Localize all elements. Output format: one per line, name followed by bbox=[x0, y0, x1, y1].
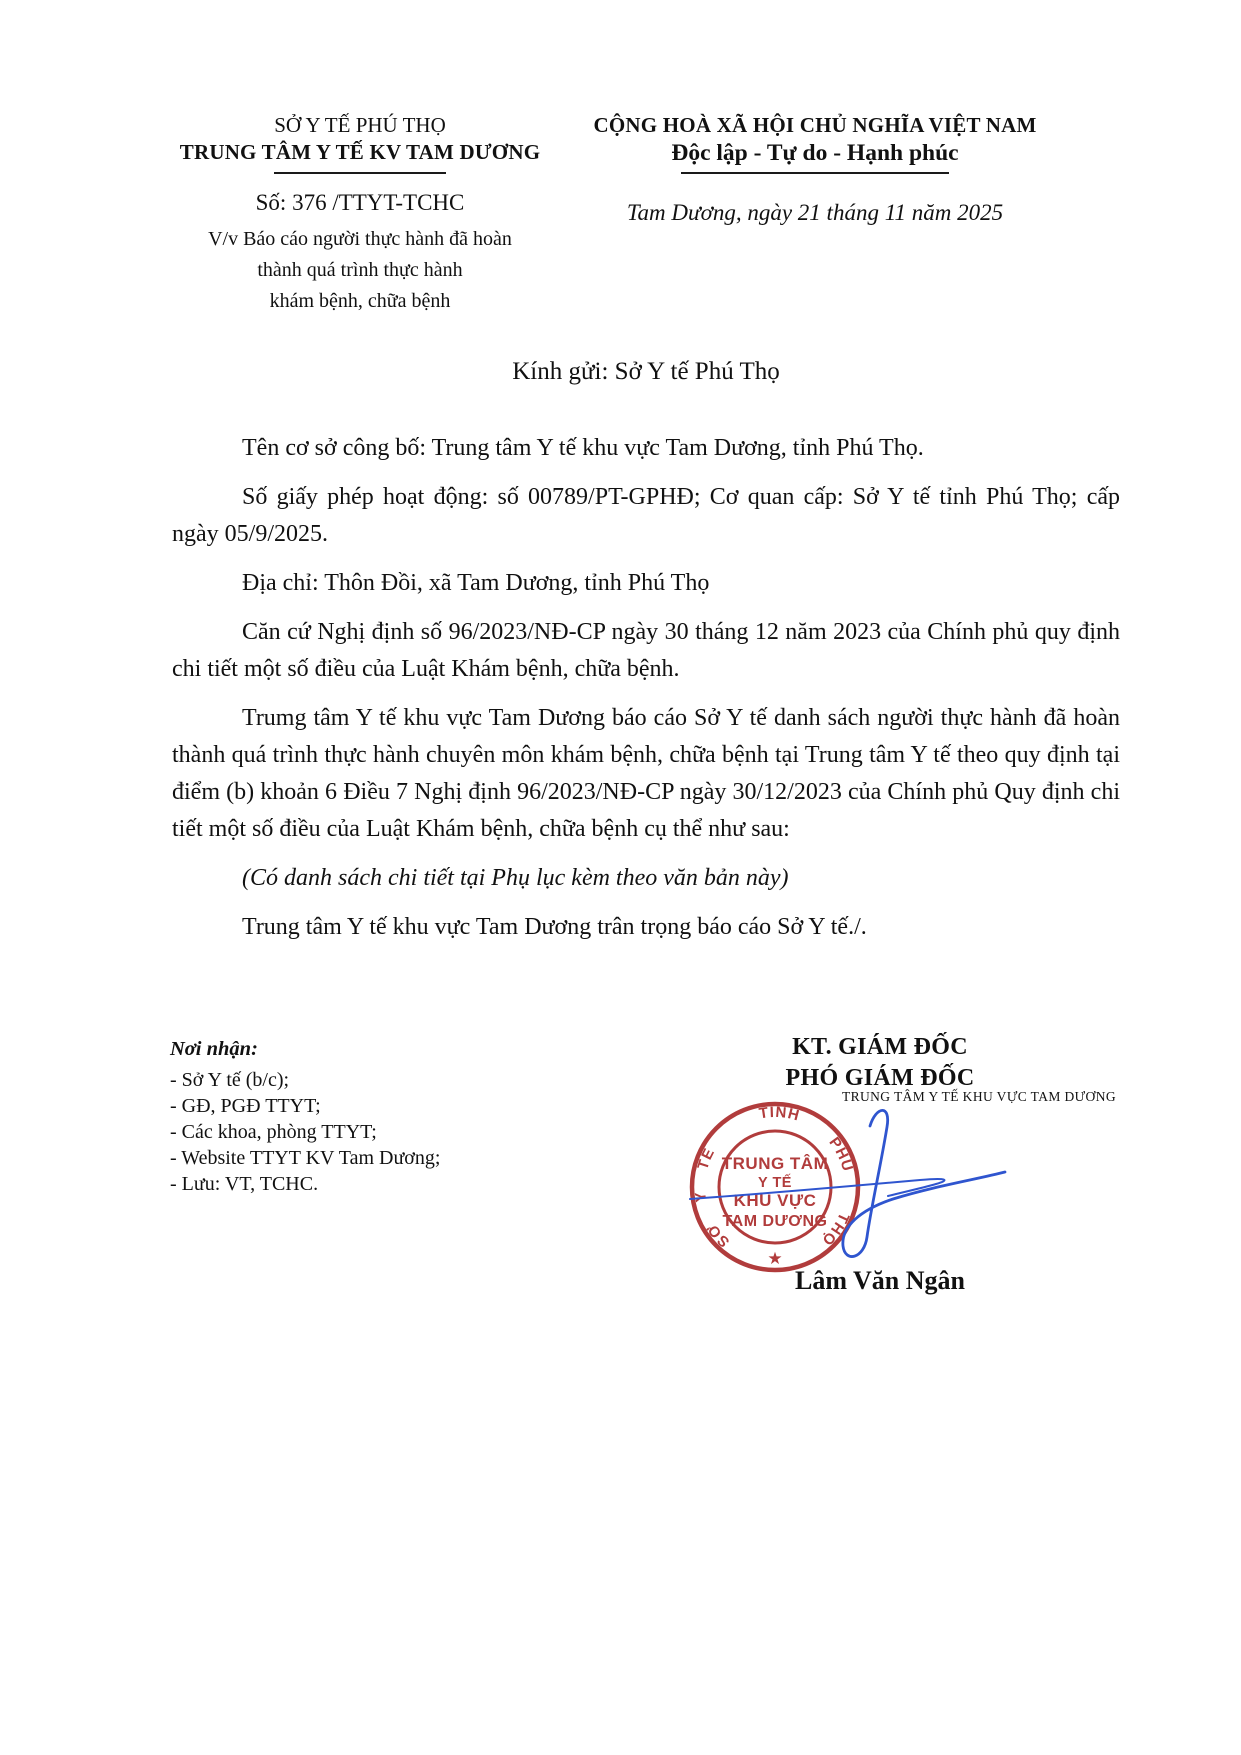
place-and-date: Tam Dương, ngày 21 tháng 11 năm 2025 bbox=[626, 200, 1004, 225]
paragraph-annex-note: (Có danh sách chi tiết tại Phụ lục kèm theo văn bản này) bbox=[242, 865, 789, 891]
org-name-underline bbox=[274, 172, 446, 174]
paragraph: Trumg tâm Y tế khu vực Tam Dương báo cáo Sở Y tế danh sách người thực hành đã hoàn thành quá trình thực hành chuyên môn khám bệnh, chữa bệnh tại Trung tâm Y tế theo quy định tại điểm (b) khoản 6 Điều 7 Nghị định 96/2023/NĐ-CP ngày 30/12/2023 của Chính phủ Quy định chi tiết một số điều của Luật Khám bệnh, chữa bệnh cụ thể như sau: bbox=[172, 705, 1120, 842]
subject-line: V/v Báo cáo người thực hành đã hoàn bbox=[208, 228, 512, 250]
salutation: Kính gửi: Sở Y tế Phú Thọ bbox=[512, 358, 780, 385]
handwritten-signature-icon bbox=[645, 1095, 1030, 1285]
recipient-item: - Sở Y tế (b/c); bbox=[170, 1069, 290, 1091]
recipients-heading: Nơi nhận: bbox=[170, 1038, 258, 1060]
signature-stroke bbox=[843, 1110, 1005, 1256]
document-body bbox=[172, 430, 1120, 958]
paragraph: Căn cứ Nghị định số 96/2023/NĐ-CP ngày 30 tháng 12 năm 2023 của Chính phủ quy định chi tiết một số điều của Luật Khám bệnh, chữa bệnh. bbox=[172, 619, 1120, 682]
stamp-ring-word: TẾ bbox=[694, 1145, 719, 1172]
paragraph: Tên cơ sở công bố: Trung tâm Y tế khu vực Tam Dương, tỉnh Phú Thọ. bbox=[242, 435, 924, 461]
national-motto: Độc lập - Tự do - Hạnh phúc bbox=[671, 140, 959, 166]
stamp-center-line: TAM DƯƠNG bbox=[722, 1213, 828, 1230]
org-name: TRUNG TÂM Y TẾ KV TAM DƯƠNG bbox=[179, 140, 541, 164]
stamp-ring-word: PHÚ bbox=[825, 1134, 857, 1174]
signature-block bbox=[640, 1032, 1120, 1094]
paragraph-closing: Trung tâm Y tế khu vực Tam Dương trân trọng báo cáo Sở Y tế./. bbox=[242, 914, 867, 940]
stamp-ring-word: TỈNH bbox=[757, 1103, 802, 1125]
header-left-column bbox=[143, 112, 577, 317]
signature-svg bbox=[645, 1095, 1030, 1285]
stamp-ring-word: SỞ bbox=[703, 1219, 734, 1251]
recipient-item: - Lưu: VT, TCHC. bbox=[170, 1173, 319, 1195]
signer-name: Lâm Văn Ngân bbox=[794, 1266, 965, 1295]
digital-signature-org-line: TRUNG TÂM Y TẾ KHU VỰC TAM DƯƠNG bbox=[841, 1089, 1116, 1104]
stamp-center-line: Y TẾ bbox=[758, 1175, 792, 1191]
recipient-item: - Các khoa, phòng TTYT; bbox=[170, 1121, 377, 1143]
stamp-star-icon: ★ bbox=[767, 1249, 783, 1268]
paragraph: Số giấy phép hoạt động: số 00789/PT-GPHĐ; Cơ quan cấp: Sở Y tế tỉnh Phú Thọ; cấp ngày 05/9/2025. bbox=[172, 484, 1120, 547]
motto-underline bbox=[681, 172, 949, 174]
stamp-ring-word: THỌ bbox=[818, 1210, 853, 1250]
recipient-item: - GĐ, PGĐ TTYT; bbox=[170, 1095, 321, 1117]
signer-title-acting: KT. GIÁM ĐỐC bbox=[792, 1034, 968, 1060]
signer-title-deputy: PHÓ GIÁM ĐỐC bbox=[785, 1065, 975, 1091]
header-right-column bbox=[585, 112, 1045, 226]
subject-line: khám bệnh, chữa bệnh bbox=[269, 290, 451, 312]
recipient-item: - Website TTYT KV Tam Dương; bbox=[170, 1147, 441, 1169]
document-number: Số: 376 /TTYT-TCHC bbox=[255, 190, 465, 215]
paragraph: Địa chỉ: Thôn Đồi, xã Tam Dương, tỉnh Phú Thọ bbox=[242, 570, 710, 596]
parent-org-name: SỞ Y TẾ PHÚ THỌ bbox=[274, 113, 446, 137]
national-title: CỘNG HOÀ XÃ HỘI CHỦ NGHĨA VIỆT NAM bbox=[593, 113, 1037, 137]
stamp-center-line: KHU VỰC bbox=[733, 1191, 817, 1210]
document-subject bbox=[143, 224, 577, 317]
recipients-block bbox=[170, 1036, 530, 1197]
subject-line: thành quá trình thực hành bbox=[257, 259, 463, 281]
stamp-center-line: TRUNG TÂM bbox=[721, 1154, 829, 1173]
stamp-ring-word: Y bbox=[691, 1189, 711, 1204]
